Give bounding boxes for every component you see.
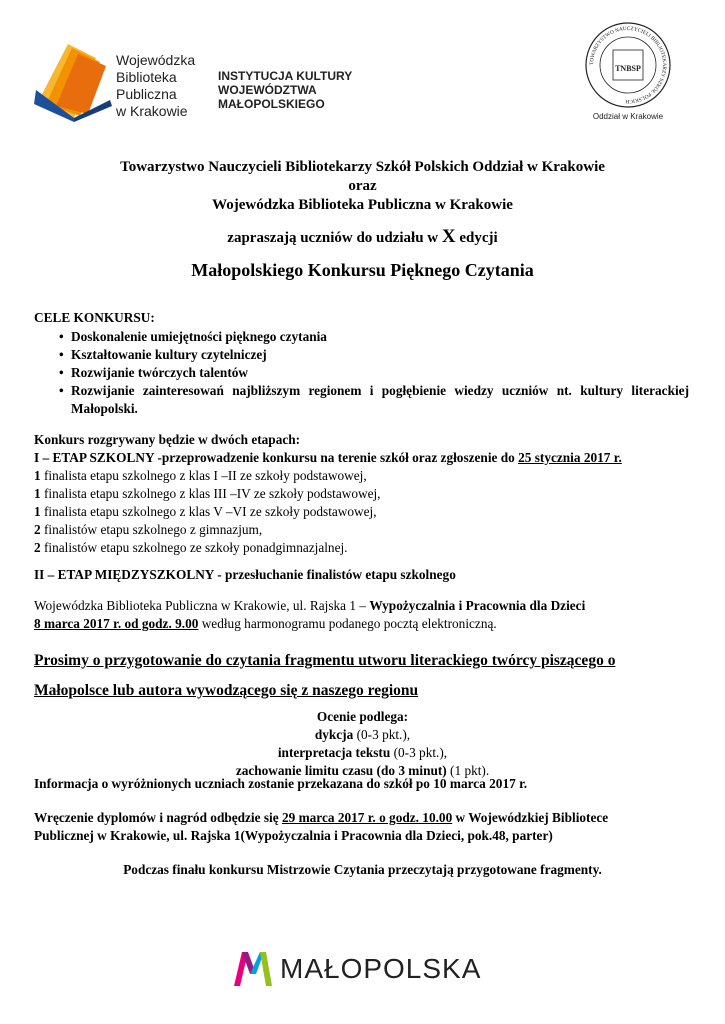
seal-monogram: TNBSP bbox=[615, 64, 641, 73]
venue-date: 8 marca 2017 r. od godz. 9.00 bbox=[34, 616, 199, 631]
library-name-line: Biblioteka bbox=[116, 69, 177, 85]
seal-ring-text: TOWARZYSTWO NAUCZYCIELI BIBLIOTEKARZY SZKÓŁ POLSKICH bbox=[588, 25, 668, 105]
malopolska-logo bbox=[234, 951, 494, 987]
seal-caption: Oddział w Krakowie bbox=[592, 112, 664, 121]
finalist-count: 1 bbox=[34, 504, 41, 519]
assessment-item bbox=[0, 744, 725, 762]
stage1-deadline: 25 stycznia 2017 r. bbox=[518, 450, 622, 465]
invitation-text: zapraszają uczniów do udziału w bbox=[227, 230, 442, 246]
finalist-count: 2 bbox=[34, 522, 41, 537]
finalist-count: 2 bbox=[34, 540, 41, 555]
society-seal bbox=[583, 20, 673, 124]
institution-line: WOJEWÓDZTWA bbox=[218, 83, 317, 97]
stage2-line: II – ETAP MIĘDZYSZKOLNY - przesłuchanie finalistów etapu szkolnego bbox=[34, 567, 456, 582]
goal-text: Rozwijanie zainteresowań najbliższym regionem i pogłębienie wiedzy uczniów nt. kultury literackiej Małopolski. bbox=[71, 383, 689, 416]
seal-emblem-icon bbox=[583, 20, 673, 110]
invitation-text-end: edycji bbox=[455, 230, 498, 246]
goals-heading: CELE KONKURSU: bbox=[34, 310, 155, 325]
malopolska-brand: MAŁOPOLSKA bbox=[280, 953, 482, 984]
contest-title: Małopolskiego Konkursu Pięknego Czytania bbox=[191, 260, 534, 280]
finalist-line bbox=[34, 521, 262, 539]
organizer-line-2: Wojewódzka Biblioteka Publiczna w Krakowie bbox=[212, 197, 513, 213]
invitation-line bbox=[0, 227, 725, 248]
finale-note: Podczas finału konkursu Mistrzowie Czytania przeczytają przygotowane fragmenty. bbox=[123, 862, 602, 877]
request-line-2: Małopolsce lub autora wywodzącego się z naszego regionu bbox=[34, 682, 419, 699]
results-info: Informacja o wyróżnionych uczniach zostanie przekazana do szkół po 10 marca 2017 r. bbox=[34, 776, 528, 791]
venue-room: Wypożyczalnia i Pracownia dla Dzieci bbox=[369, 598, 586, 613]
library-name-line: w Krakowie bbox=[116, 103, 188, 119]
goal-item: • Rozwijanie twórczych talentów bbox=[59, 365, 249, 380]
organizer-conjunction: oraz bbox=[348, 178, 377, 194]
venue-line bbox=[34, 597, 585, 615]
stage1-text: I – ETAP SZKOLNY -przeprowadzenie konkursu na terenie szkół oraz zgłoszenie do bbox=[34, 450, 519, 465]
institution-line: MAŁOPOLSKIEGO bbox=[218, 97, 325, 111]
stages-intro: Konkurs rozgrywany będzie w dwóch etapach: bbox=[34, 432, 301, 447]
assessment-heading: Ocenie podlega: bbox=[316, 709, 409, 724]
finalist-line bbox=[34, 485, 381, 503]
assessment-points: (1 pkt). bbox=[446, 763, 490, 778]
finalist-text: finalista etapu szkolnego z klas V –VI ze szkoły podstawowej, bbox=[40, 504, 377, 519]
finalist-text: finalistów etapu szkolnego z gimnazjum, bbox=[40, 522, 263, 537]
finalist-text: finalista etapu szkolnego z klas III –IV ze szkoły podstawowej, bbox=[40, 486, 381, 501]
finalist-count: 1 bbox=[34, 468, 41, 483]
malopolska-m-icon bbox=[234, 952, 274, 986]
awards-text: Wręczenie dyplomów i nagród odbędzie się bbox=[34, 810, 282, 825]
request-line: Prosimy o przygotowanie do czytania fragmentu utworu literackiego twórcy piszącego o bbox=[34, 652, 616, 669]
finalist-count: 1 bbox=[34, 486, 41, 501]
assessment-points: (0-3 pkt.), bbox=[390, 745, 448, 760]
finalist-line bbox=[34, 467, 367, 485]
assessment-points: (0-3 pkt.), bbox=[353, 727, 411, 742]
institution-label bbox=[218, 69, 352, 111]
goal-text: Doskonalenie umiejętności pięknego czytania bbox=[71, 329, 327, 344]
venue-address: Wojewódzka Biblioteka Publiczna w Krakowie, ul. Rajska 1 – bbox=[34, 598, 370, 613]
awards-date: 29 marca 2017 r. o godz. 10.00 bbox=[281, 810, 453, 825]
library-name-line: Wojewódzka bbox=[116, 52, 196, 68]
awards-line bbox=[34, 809, 608, 827]
library-logo bbox=[34, 40, 204, 125]
organizer-line: Towarzystwo Nauczycieli Bibliotekarzy Szkół Polskich Oddział w Krakowie bbox=[120, 159, 605, 175]
assessment-item bbox=[0, 726, 725, 744]
goal-item: • Kształtowanie kultury czytelniczej bbox=[59, 347, 267, 362]
venue-note: według harmonogramu podanego pocztą elektroniczną. bbox=[198, 616, 497, 631]
goal-item: • Rozwijanie zainteresowań najbliższym regionem i pogłębienie wiedzy uczniów nt. kultury literackiej Małopolski. bbox=[59, 383, 689, 416]
awards-line-2: Publicznej w Krakowie, ul. Rajska 1(Wypożyczalnia i Pracownia dla Dzieci, pok.48, parter) bbox=[34, 828, 553, 843]
assessment-criterion: zachowanie limitu czasu (do 3 minut) bbox=[235, 763, 447, 778]
finalist-line bbox=[34, 539, 348, 557]
book-logo-icon bbox=[34, 40, 114, 122]
edition-number: X bbox=[441, 226, 456, 247]
institution-line: INSTYTUCJA KULTURY bbox=[218, 69, 353, 83]
stage1-line bbox=[34, 449, 622, 467]
assessment-criterion: dykcja bbox=[314, 727, 354, 742]
goal-text: Rozwijanie twórczych talentów bbox=[71, 365, 249, 380]
awards-place: w Wojewódzkiej Bibliotece bbox=[452, 810, 609, 825]
goal-text: Kształtowanie kultury czytelniczej bbox=[71, 347, 267, 362]
finalist-text: finalistów etapu szkolnego ze szkoły ponadgimnazjalnej. bbox=[40, 540, 348, 555]
venue-date-line bbox=[34, 615, 497, 633]
library-name-line: Publiczna bbox=[116, 86, 177, 102]
goals-list bbox=[34, 328, 689, 418]
finalist-line bbox=[34, 503, 377, 521]
goal-item: • Doskonalenie umiejętności pięknego czytania bbox=[59, 329, 327, 344]
assessment-criterion: interpretacja tekstu bbox=[277, 745, 391, 760]
finalist-text: finalista etapu szkolnego z klas I –II ze szkoły podstawowej, bbox=[40, 468, 367, 483]
